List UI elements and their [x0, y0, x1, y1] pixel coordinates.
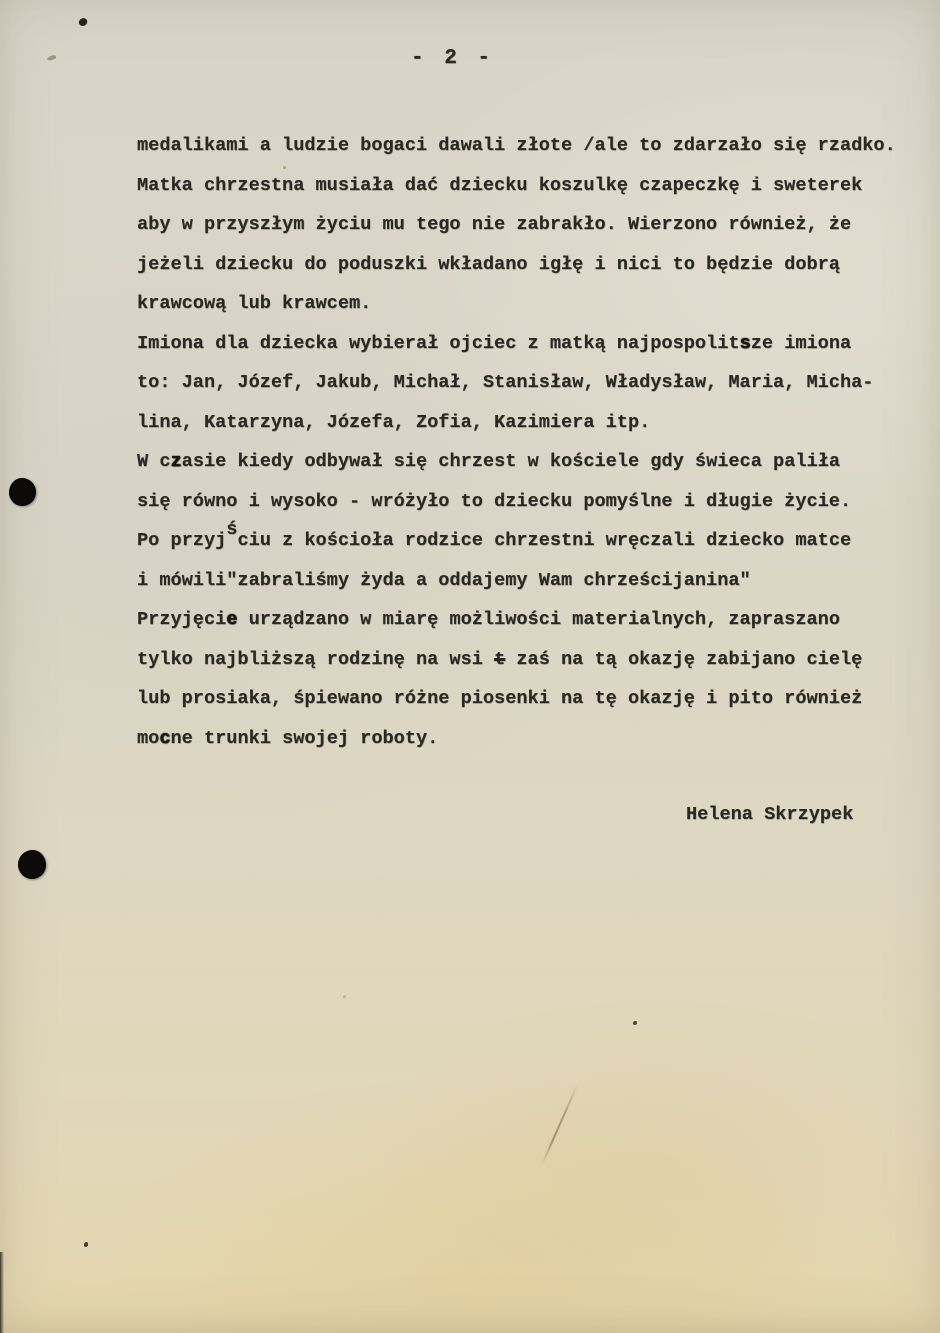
text-line — [137, 640, 917, 680]
hole-punch-top — [9, 478, 36, 506]
text-line — [137, 324, 917, 364]
text-segment: W c — [137, 451, 171, 472]
text-line — [137, 284, 917, 324]
author-signature: Helena Skrzypek — [686, 804, 854, 825]
text-segment: Po przyj — [137, 530, 227, 551]
text-segment: mo — [137, 727, 160, 749]
text-line — [137, 719, 917, 759]
paper-scratch — [541, 1083, 579, 1164]
text-segment: urządzano w miarę możliwości materialnych, zapraszano — [237, 609, 840, 630]
text-segment: zaś na tą okazję zabijano cielę — [505, 648, 863, 670]
page-number: - 2 - — [411, 47, 495, 70]
text-segment: Przyjęci — [137, 609, 227, 630]
text-segment-blot: e — [226, 609, 238, 630]
text-line — [137, 126, 917, 166]
text-segment: krawcową lub krawcem. — [137, 293, 372, 314]
text-segment: ciu z kościoła rodzice chrzestni wręczali dziecko matce — [237, 530, 852, 551]
text-segment: tylko najbliższą rodzinę na wsi — [137, 648, 495, 670]
text-segment-struck: t — [494, 648, 506, 670]
text-segment: medalikami a ludzie bogaci dawali złote /ale to zdarzało się rzadko. — [137, 135, 896, 156]
text-segment: aby w przyszłym życiu mu tego nie zabrakło. Wierzono również, że — [137, 214, 852, 235]
text-segment: to: Jan, Józef, Jakub, Michał, Stanisław, Władysław, Maria, Micha- — [137, 372, 874, 393]
text-segment-blot: z — [170, 451, 182, 472]
text-segment-blot: s — [739, 332, 751, 354]
text-segment: lina, Katarzyna, Józefa, Zofia, Kazimiera itp. — [137, 411, 651, 433]
text-segment: Matka chrzestna musiała dać dziecku koszulkę czapeczkę i sweterek — [137, 174, 863, 196]
ink-speck — [633, 1021, 637, 1025]
text-segment: ne trunki swojej roboty. — [170, 727, 439, 749]
text-line — [137, 166, 917, 206]
text-segment: lub prosiaka, śpiewano różne piosenki na tę okazję i pito również — [137, 688, 863, 709]
text-segment: asie kiedy odbywał się chrzest w kościele gdy świeca paliła — [181, 451, 840, 472]
text-segment: się równo i wysoko - wróżyło to dziecku pomyślne i długie życie. — [137, 490, 852, 512]
text-segment-blot: c — [159, 727, 171, 749]
ink-speck — [78, 17, 88, 27]
text-segment: ze imiona — [750, 332, 852, 354]
text-line — [137, 442, 917, 482]
text-segment-sup: ś — [226, 519, 238, 540]
text-line — [137, 245, 917, 285]
text-line — [137, 205, 917, 245]
paper-speck — [343, 995, 346, 998]
text-segment: jeżeli dziecku do poduszki wkładano igłę i nici to będzie dobrą — [137, 253, 840, 275]
text-line — [137, 403, 917, 443]
paper-smudge — [47, 54, 57, 61]
text-line — [137, 600, 917, 640]
text-line — [137, 561, 917, 601]
text-line — [137, 521, 917, 561]
text-segment: Imiona dla dziecka wybierał ojciec z matką najpospolit — [137, 332, 740, 354]
text-line — [137, 363, 917, 403]
text-line — [137, 482, 917, 522]
page-edge-shadow — [0, 1252, 4, 1333]
text-segment: i mówili"zabraliśmy żyda a oddajemy Wam chrześcijanina" — [137, 569, 751, 591]
typed-text-block — [137, 126, 917, 758]
hole-punch-bottom — [18, 850, 46, 879]
text-line — [137, 679, 917, 719]
ink-speck — [84, 1242, 88, 1247]
